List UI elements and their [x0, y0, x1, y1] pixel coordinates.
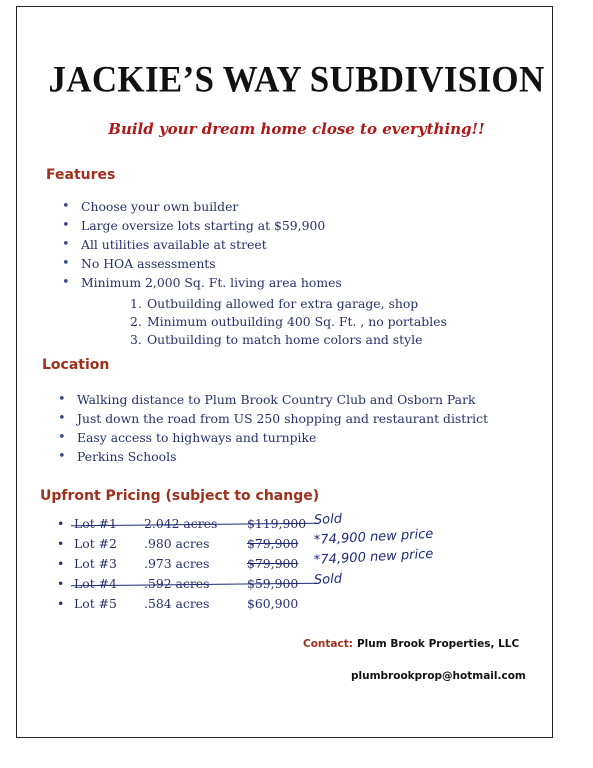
lot-acres: .980 acres: [144, 536, 210, 551]
location-item: • Just down the road from US 250 shopping and restaurant district: [58, 409, 488, 428]
feature-subitem: [130, 295, 447, 313]
subitem-text: Outbuilding allowed for extra garage, shop: [147, 296, 419, 311]
feature-subitem: [130, 331, 447, 349]
contact-block: [303, 638, 519, 650]
subitem-number: 1.: [130, 296, 142, 311]
subitem-text: Outbuilding to match home colors and style: [147, 332, 423, 347]
location-list: [58, 390, 488, 466]
features-heading: Features: [46, 167, 116, 183]
handwritten-note: Sold: [313, 511, 343, 528]
lot-label: Lot #1: [74, 516, 117, 531]
contact-email: plumbrookprop@hotmail.com: [351, 670, 526, 682]
contact-label: Contact:: [303, 638, 353, 650]
lot-label: Lot #3: [74, 556, 117, 571]
bullet-icon: •: [57, 536, 65, 551]
subitem-text: Minimum outbuilding 400 Sq. Ft. , no portables: [147, 314, 447, 329]
feature-subitem: [130, 313, 447, 331]
handwritten-note: *74,900 new price: [313, 546, 434, 568]
lot-acres: .973 acres: [144, 556, 210, 571]
subitem-number: 2.: [130, 314, 142, 329]
feature-item: • Minimum 2,000 Sq. Ft. living area homes: [62, 273, 342, 292]
feature-item: • Large oversize lots starting at $59,900: [62, 216, 342, 235]
features-sublist: [130, 295, 447, 349]
bullet-icon: •: [57, 576, 65, 591]
lot-price: $79,900: [247, 556, 299, 571]
lot-acres: 2.042 acres: [144, 516, 218, 531]
subitem-number: 3.: [130, 332, 142, 347]
lot-price: $119,900: [247, 516, 307, 531]
bullet-icon: •: [57, 556, 65, 571]
feature-item: • No HOA assessments: [62, 254, 342, 273]
location-item: • Perkins Schools: [58, 447, 488, 466]
lot-acres: .592 acres: [144, 576, 210, 591]
location-item: • Easy access to highways and turnpike: [58, 428, 488, 447]
feature-item: • All utilities available at street: [62, 235, 342, 254]
lot-acres: .584 acres: [144, 596, 210, 611]
lot-price: $60,900: [247, 596, 299, 611]
tagline: Build your dream home close to everything!!: [108, 120, 485, 138]
location-item: • Walking distance to Plum Brook Country Club and Osborn Park: [58, 390, 488, 409]
page-title: JACKIE’S WAY SUBDIVISION: [48, 59, 545, 100]
lot-label: Lot #5: [74, 596, 117, 611]
bullet-icon: •: [57, 596, 65, 611]
feature-item: • Choose your own builder: [62, 197, 342, 216]
lot-price: $59,900: [247, 576, 299, 591]
handwritten-note: *74,900 new price: [313, 526, 434, 548]
lot-label: Lot #2: [74, 536, 117, 551]
pricing-heading: Upfront Pricing (subject to change): [40, 488, 320, 504]
location-heading: Location: [42, 357, 110, 373]
handwritten-note: Sold: [313, 571, 343, 588]
contact-company: Plum Brook Properties, LLC: [356, 638, 520, 650]
bullet-icon: •: [57, 516, 65, 531]
lot-label: Lot #4: [74, 576, 117, 591]
lot-price: $79,900: [247, 536, 299, 551]
features-list: [62, 197, 342, 292]
